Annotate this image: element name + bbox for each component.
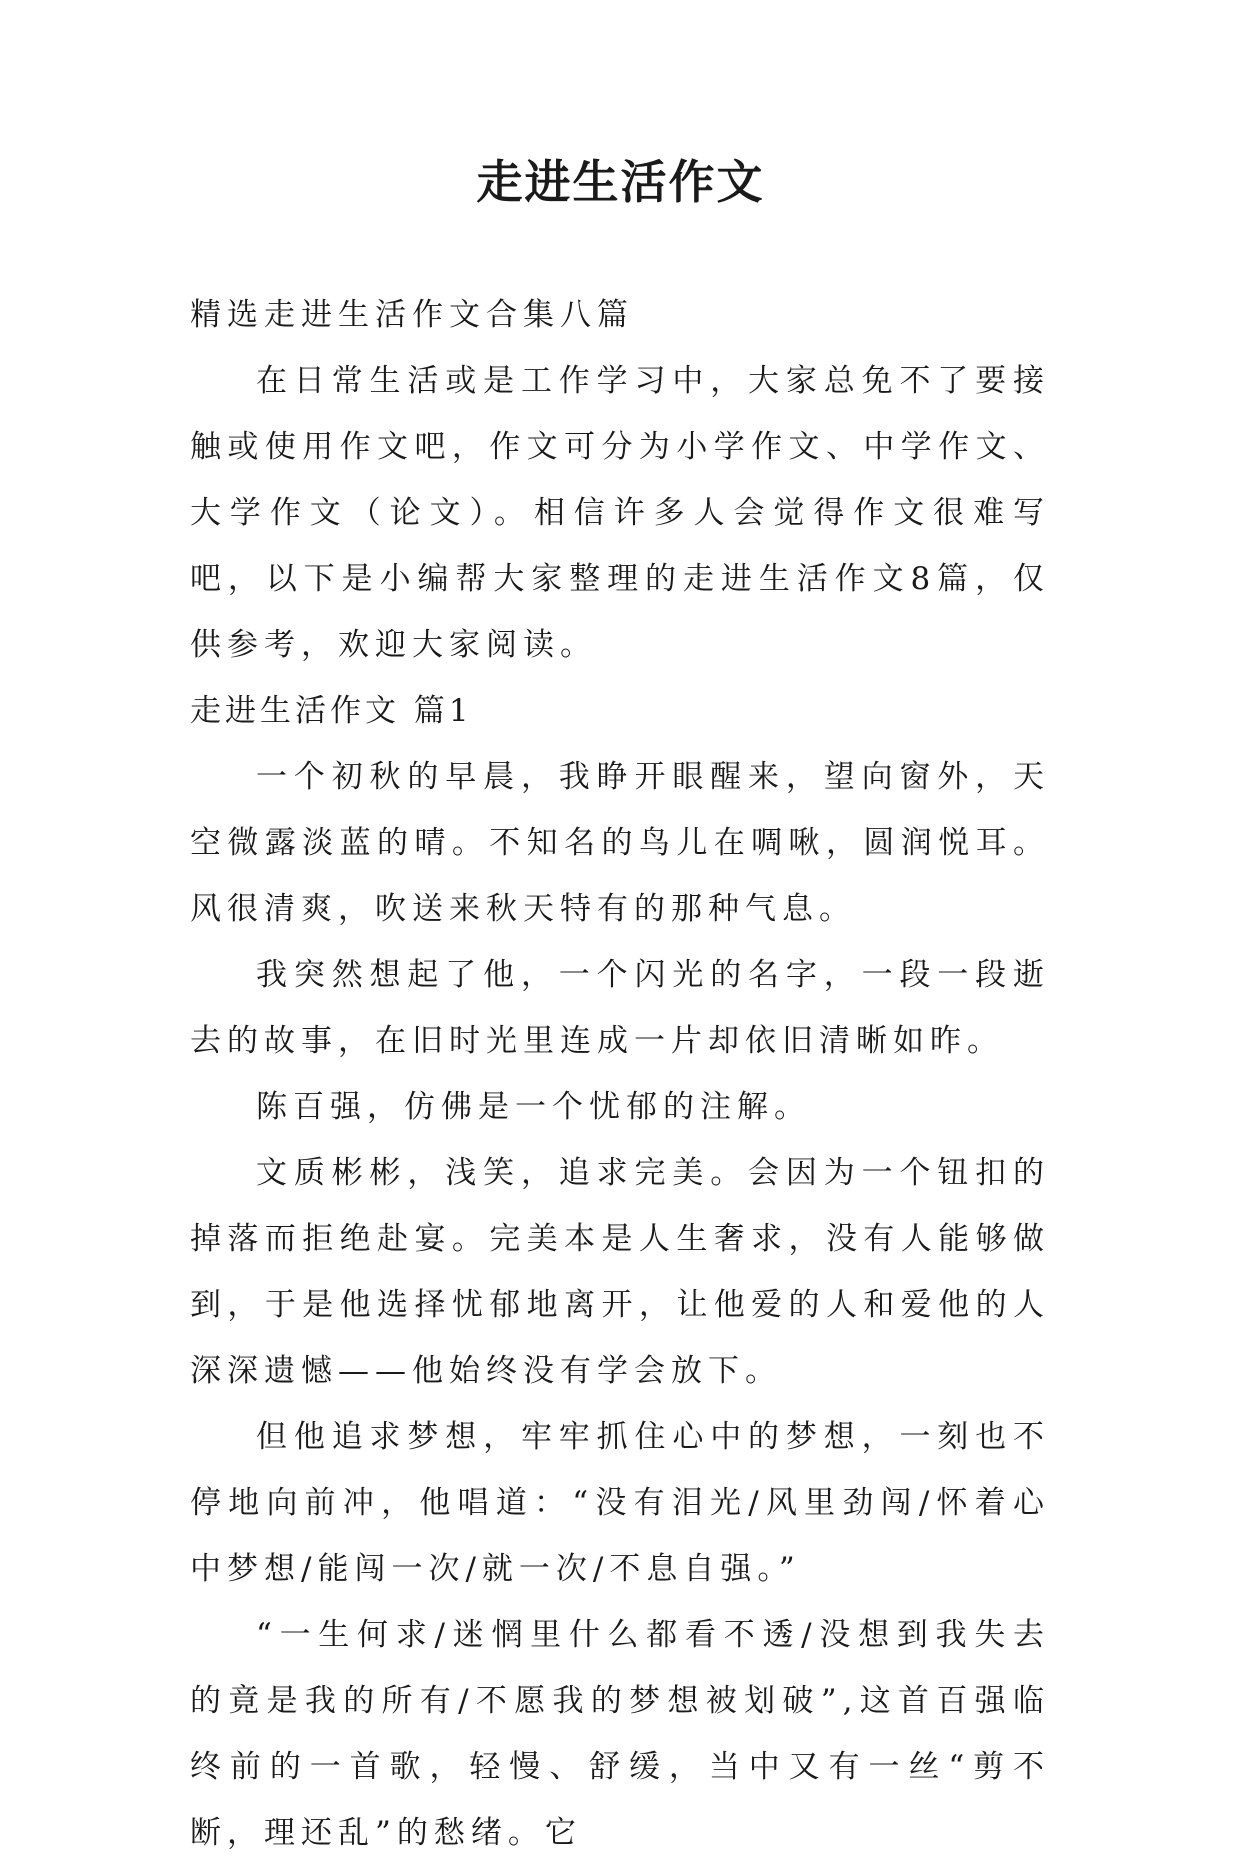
body-paragraph-6: “一生何求/迷惘里什么都看不透/没想到我失去的竟是我的所有/不愿我的梦想被划破”,这首百强临终前的一首歌，轻慢、舒缓，当中又有一丝“剪不断，理还乱”的愁绪。它	[190, 1617, 1050, 1851]
body-paragraph-5: 但他追求梦想，牢牢抓住心中的梦想，一刻也不停地向前冲，他唱道：“没有泪光/风里劲闯/怀着心中梦想/能闯一次/就一次/不息自强。”	[190, 1419, 1050, 1587]
collection-subtitle: 精选走进生活作文合集八篇	[190, 297, 634, 333]
document-body	[190, 282, 1050, 1866]
document-title: 走进生活作文	[476, 155, 765, 209]
body-paragraph-2: 我突然想起了他，一个闪光的名字，一段一段逝去的故事，在旧时光里连成一片却依旧清晰如昨。	[190, 957, 1050, 1059]
body-paragraph-4: 文质彬彬，浅笑，追求完美。会因为一个钮扣的掉落而拒绝赴宴。完美本是人生奢求，没有人能够做到，于是他选择忧郁地离开，让他爱的人和爱他的人深深遗憾——他始终没有学会放下。	[190, 1155, 1050, 1389]
intro-paragraph: 在日常生活或是工作学习中，大家总免不了要接触或使用作文吧，作文可分为小学作文、中学作文、大学作文（论文）。相信许多人会觉得作文很难写吧，以下是小编帮大家整理的走进生活作文8篇，仅供参考，欢迎大家阅读。	[190, 363, 1050, 663]
section-heading: 走进生活作文 篇1	[190, 693, 473, 729]
body-paragraph-1: 一个初秋的早晨，我睁开眼醒来，望向窗外，天空微露淡蓝的晴。不知名的鸟儿在啁啾，圆润悦耳。风很清爽，吹送来秋天特有的那种气息。	[190, 759, 1050, 927]
body-paragraph-3: 陈百强，仿佛是一个忧郁的注解。	[256, 1089, 811, 1125]
